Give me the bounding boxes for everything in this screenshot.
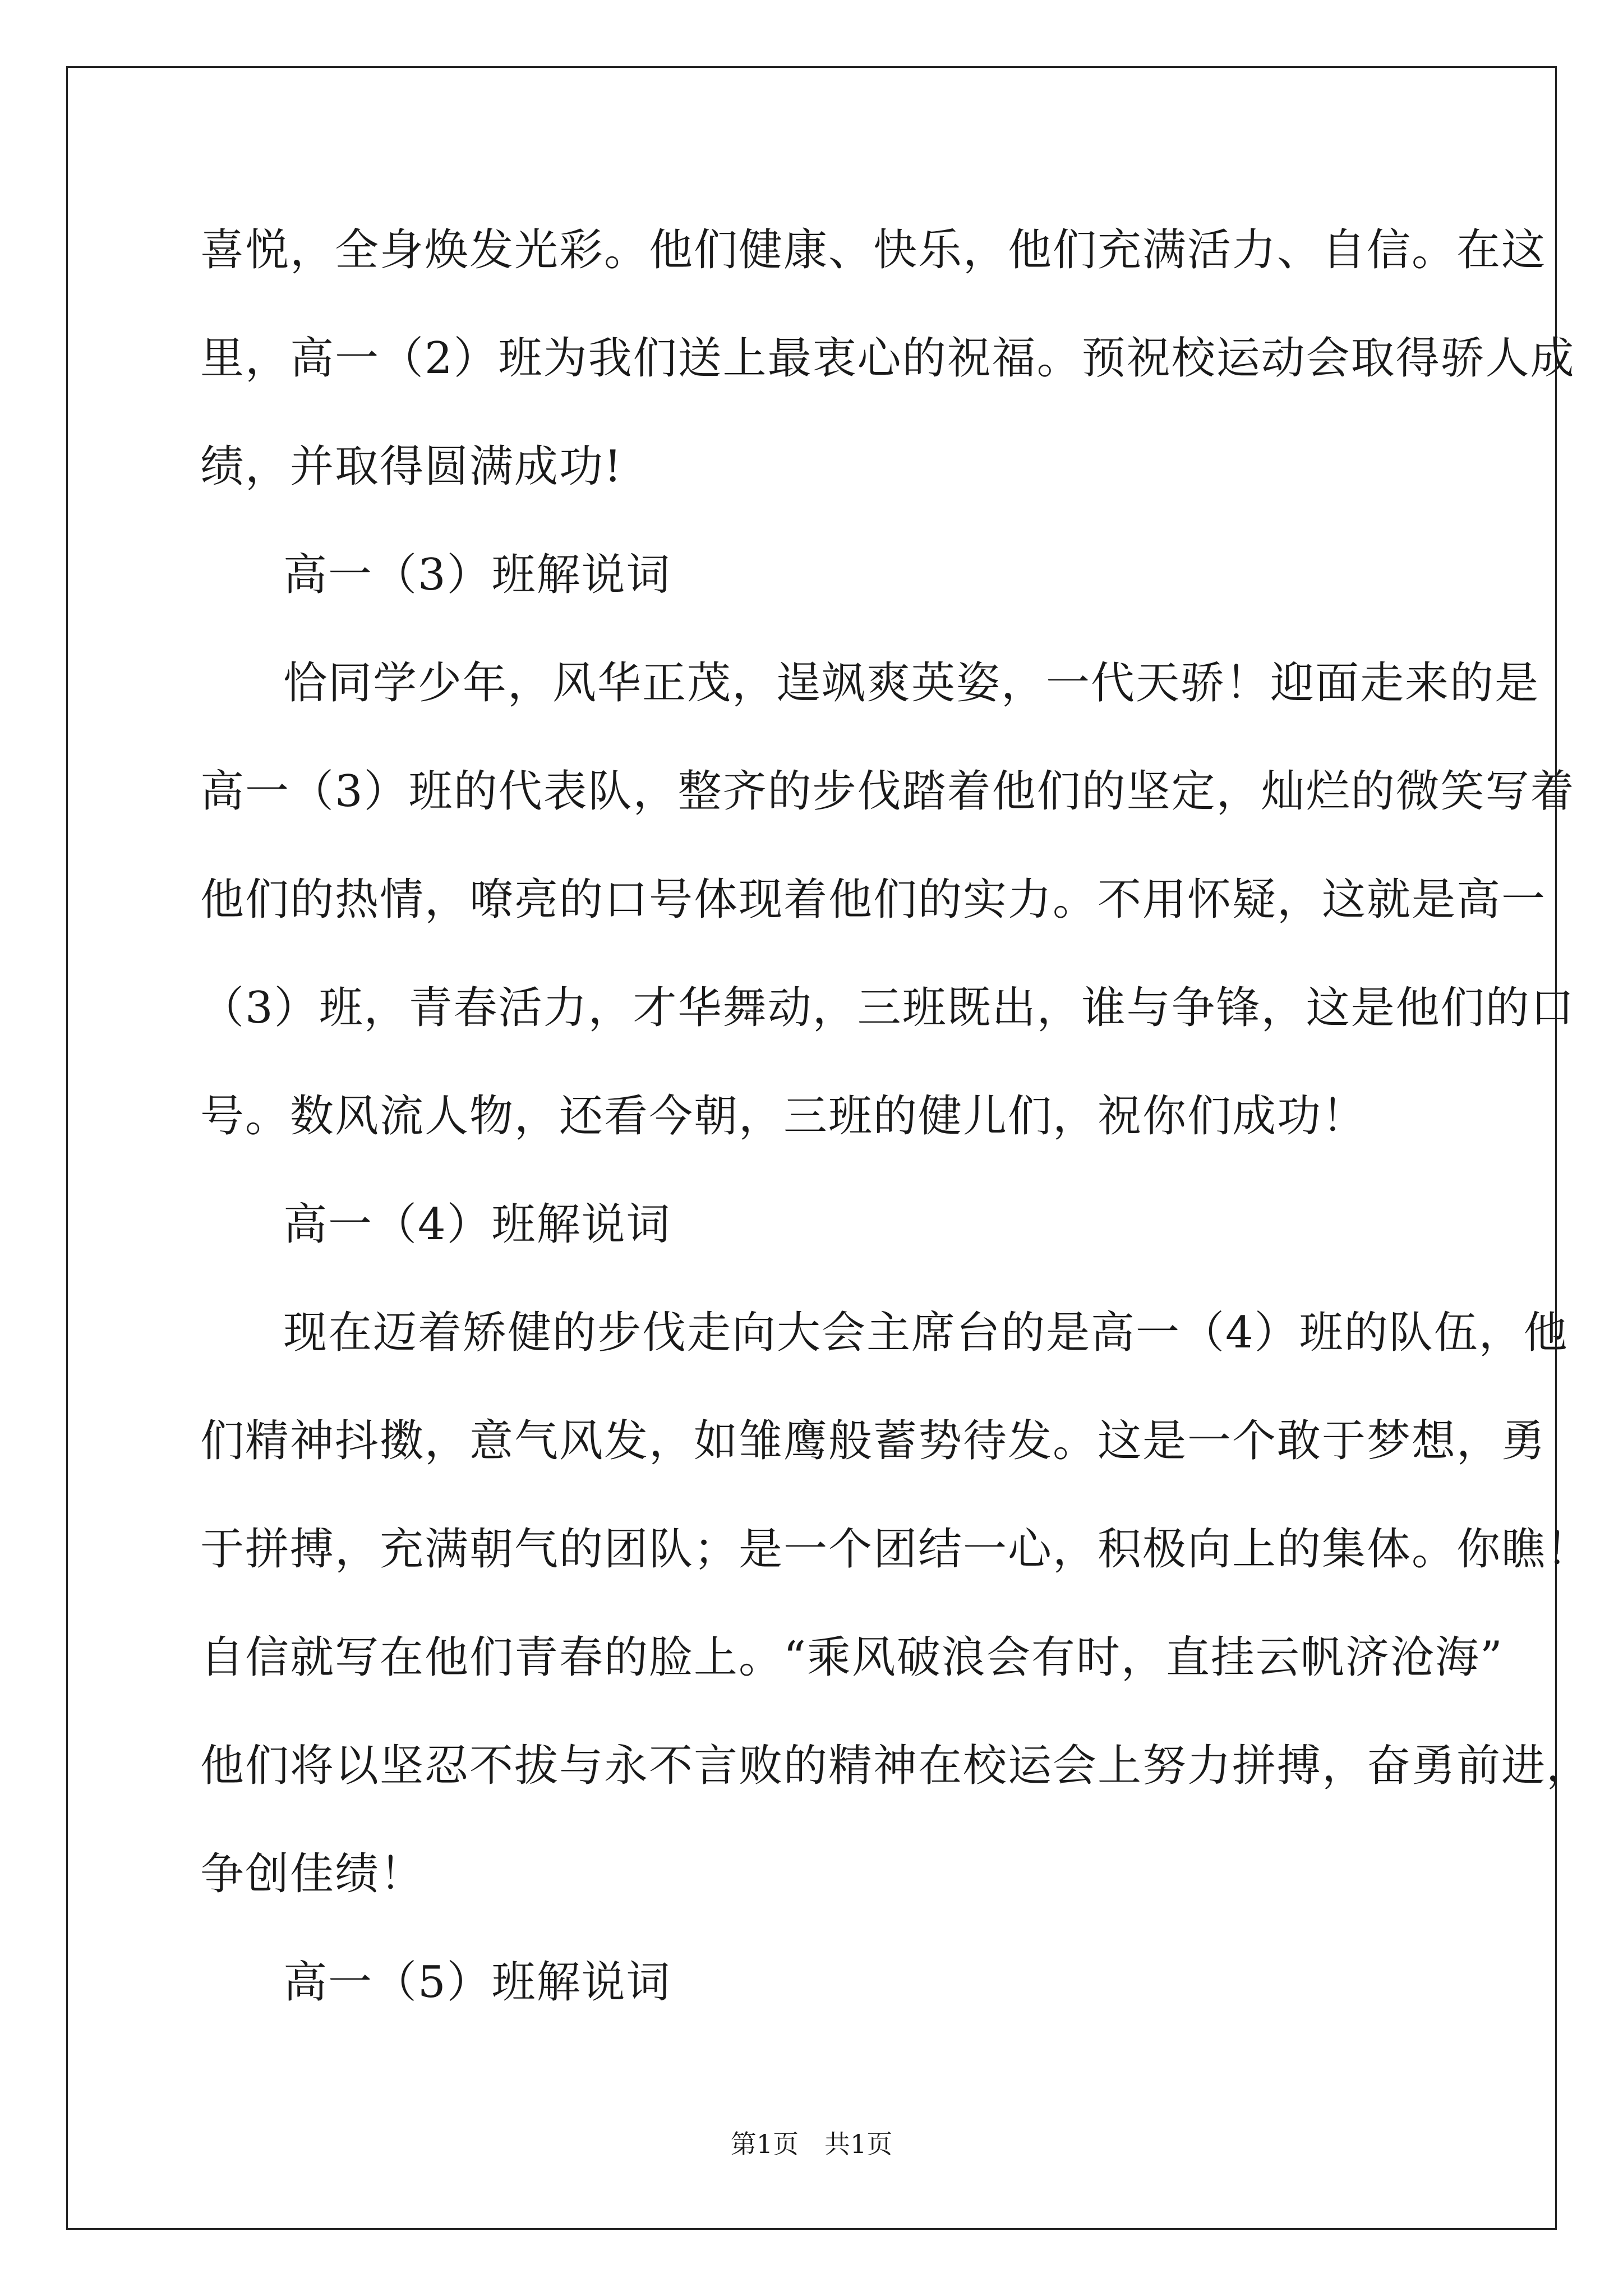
text-line: 绩，并取得圆满成功! <box>200 441 623 492</box>
text-line: 他们的热情，嘹亮的口号体现着他们的实力。不用怀疑，这就是高一 <box>200 875 1547 925</box>
text-line: （3）班，青春活力，才华舞动，三班既出，谁与争锋，这是他们的口 <box>200 983 1575 1033</box>
text-line: 现在迈着矫健的步伐走向大会主席台的是高一（4）班的队伍，他 <box>283 1308 1569 1358</box>
text-line: 们精神抖擞，意气风发，如雏鹰般蓄势待发。这是一个敢于梦想，勇 <box>200 1416 1547 1466</box>
text-line: 恰同学少年，风华正茂，逞飒爽英姿，一代天骄！迎面走来的是 <box>283 658 1540 708</box>
text-line: 喜悦，全身焕发光彩。他们健康、快乐，他们充满活力、自信。在这 <box>200 225 1547 275</box>
text-line: 高一（3）班的代表队，整齐的步伐踏着他们的坚定，灿烂的微笑写着 <box>200 766 1575 817</box>
section-heading: 高一（5）班解说词 <box>283 1957 671 2008</box>
text-line: 号。数风流人物，还看今朝，三班的健儿们，祝你们成功！ <box>200 1091 1367 1142</box>
section-heading: 高一（3）班解说词 <box>283 550 671 600</box>
page-number: 第1页 共1页 <box>730 2129 893 2159</box>
text-line: 争创佳绩！ <box>200 1849 425 1899</box>
text-line: 他们将以坚忍不拔与永不言败的精神在校运会上努力拼搏，奋勇前进， <box>200 1741 1592 1791</box>
document-body <box>200 196 1592 2037</box>
text-line: 于拼搏，充满朝气的团队；是一个团结一心，积极向上的集体。你瞧！ <box>200 1524 1592 1575</box>
section-heading: 高一（4）班解说词 <box>283 1199 671 1250</box>
text-line: 里，高一（2）班为我们送上最衷心的祝福。预祝校运动会取得骄人成 <box>200 333 1575 384</box>
text-line: 自信就写在他们青春的脸上。“乘风破浪会有时，直挂云帆济沧海” <box>200 1632 1504 1683</box>
